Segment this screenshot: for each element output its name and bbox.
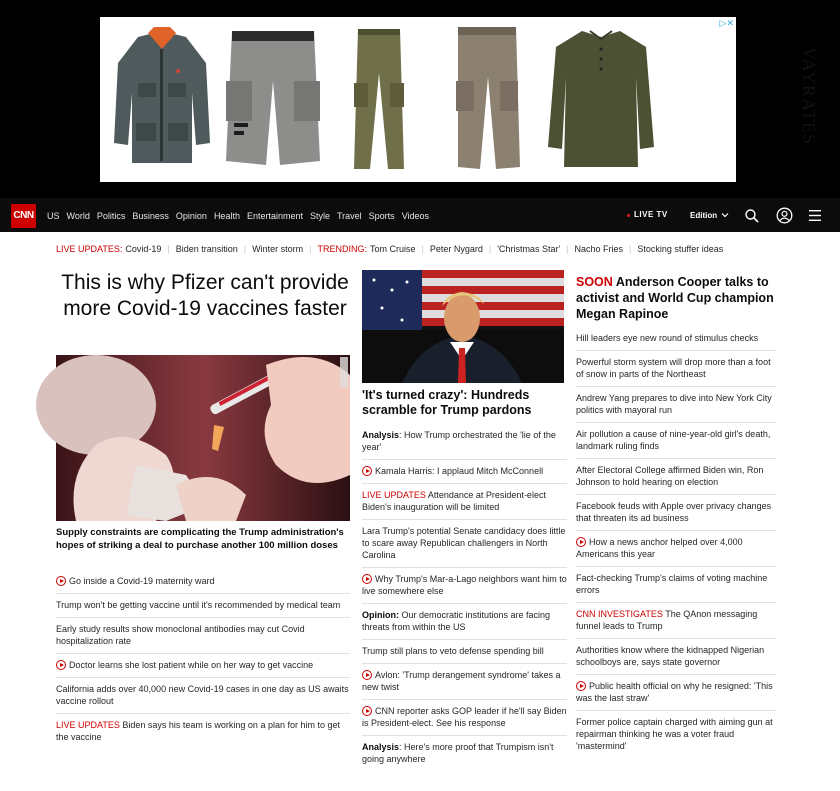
live-tv-link[interactable] bbox=[627, 209, 668, 221]
lead-caption[interactable]: Supply constraints are complicating the Trump administration's hopes of striking a deal to purchase another 100 million doses bbox=[56, 527, 344, 551]
story-item[interactable] bbox=[362, 735, 567, 771]
user-icon[interactable] bbox=[776, 207, 793, 224]
story-item[interactable] bbox=[576, 494, 776, 530]
edition-selector[interactable]: Edition bbox=[690, 211, 718, 220]
story-item[interactable] bbox=[576, 674, 776, 710]
play-icon bbox=[576, 681, 586, 691]
story-item[interactable] bbox=[56, 570, 350, 593]
story-text: The QAnon messaging funnel leads to Trump bbox=[576, 609, 758, 631]
trending-link-christmas-star[interactable]: 'Christmas Star' bbox=[497, 244, 561, 254]
story-text: How a news anchor helped over 4,000 Americans this year bbox=[576, 537, 743, 559]
story-item[interactable] bbox=[362, 603, 567, 639]
analysis-label: Analysis bbox=[362, 742, 400, 752]
story-item[interactable] bbox=[576, 710, 776, 758]
separator: | bbox=[309, 244, 312, 254]
play-icon bbox=[362, 574, 372, 584]
trending-link-nacho-fries[interactable]: Nacho Fries bbox=[574, 244, 624, 254]
story-text: Go inside a Covid-19 maternity ward bbox=[69, 576, 215, 586]
trump-speaking-photo[interactable] bbox=[362, 270, 564, 383]
trending-label: TRENDING: bbox=[317, 244, 367, 254]
trending-bar bbox=[56, 243, 723, 255]
story-item[interactable] bbox=[56, 713, 350, 749]
story-text: California adds over 40,000 new Covid-19 cases in one day as US awaits vaccine rollout bbox=[56, 684, 349, 706]
nav-link-style[interactable]: Style bbox=[309, 211, 330, 221]
separator: | bbox=[629, 244, 632, 254]
play-icon bbox=[56, 576, 66, 586]
separator: | bbox=[243, 244, 247, 254]
story-item[interactable] bbox=[56, 617, 350, 653]
story-text: Air pollution a cause of nine-year-old girl's death, landmark ruling finds bbox=[576, 429, 771, 451]
story-item[interactable] bbox=[576, 530, 776, 566]
opinion-label: Opinion: bbox=[362, 610, 399, 620]
nav-link-sports[interactable]: Sports bbox=[368, 211, 395, 221]
separator: | bbox=[566, 244, 569, 254]
nav-links bbox=[47, 210, 436, 222]
cargo-pants-product-image[interactable] bbox=[348, 23, 410, 173]
story-text: Powerful storm system will drop more than a foot of snow in parts of the Northeast bbox=[576, 357, 771, 379]
middle-story-list bbox=[362, 424, 567, 771]
story-text: Trump won't be getting vaccine until it's recommended by medical team bbox=[56, 600, 341, 610]
story-text: Facebook feuds with Apple over privacy changes that threaten its ad business bbox=[576, 501, 772, 523]
story-text: Early study results show monoclonal antibodies may cut Covid hospitalization rate bbox=[56, 624, 305, 646]
story-text: Authorities know where the kidnapped Nigerian schoolboys are, says state governor bbox=[576, 645, 765, 667]
soon-label: SOON bbox=[576, 275, 613, 289]
lead-headline[interactable]: This is why Pfizer can't provide more Covid-19 vaccines faster bbox=[61, 271, 349, 320]
story-item[interactable] bbox=[56, 653, 350, 677]
story-text: Trump still plans to veto defense spending bill bbox=[362, 646, 544, 656]
story-item[interactable] bbox=[56, 677, 350, 713]
headline-text: Anderson Cooper talks to activist and World Cup champion Megan Rapinoe bbox=[576, 275, 774, 321]
story-text: CNN reporter asks GOP leader if he'll say Biden is President-elect. See his response bbox=[362, 706, 567, 728]
story-item[interactable] bbox=[362, 663, 567, 699]
trending-link-tom-cruise[interactable]: Tom Cruise bbox=[369, 244, 416, 254]
play-icon bbox=[362, 466, 372, 476]
story-text: Why Trump's Mar-a-Lago neighbors want him to live somewhere else bbox=[362, 574, 567, 596]
story-text: Public health official on why he resigned: 'This was the last straw' bbox=[576, 681, 773, 703]
live-updates-label: LIVE UPDATES bbox=[362, 490, 426, 500]
story-text: Andrew Yang prepares to dive into New York City politics with mayoral run bbox=[576, 393, 772, 415]
story-item[interactable] bbox=[576, 327, 776, 350]
story-text: Avlon: 'Trump derangement syndrome' takes a new twist bbox=[362, 670, 561, 692]
chevron-down-icon[interactable] bbox=[721, 211, 729, 219]
nav-link-world[interactable]: World bbox=[66, 211, 90, 221]
left-story-list bbox=[56, 570, 350, 749]
story-text: Kamala Harris: I applaud Mitch McConnell bbox=[375, 466, 544, 476]
story-text: Attendance at President-elect Biden's inauguration will be limited bbox=[362, 490, 546, 512]
story-text: Former police captain charged with aiming gun at repairman thinking he was a voter fraud 'mastermind' bbox=[576, 717, 773, 751]
story-item[interactable] bbox=[362, 699, 567, 735]
story-item[interactable] bbox=[362, 459, 567, 483]
story-text: Biden says his team is working on a plan for him to get the vaccine bbox=[56, 720, 340, 742]
jacket-product-image[interactable] bbox=[108, 23, 216, 173]
trending-link-stocking-stuffers[interactable]: Stocking stuffer ideas bbox=[637, 244, 724, 254]
trending-link-winter-storm[interactable]: Winter storm bbox=[252, 244, 304, 254]
play-icon bbox=[576, 537, 586, 547]
right-story-list bbox=[576, 327, 776, 758]
story-item[interactable] bbox=[576, 602, 776, 638]
play-icon bbox=[362, 706, 372, 716]
vaccine-syringe-photo[interactable] bbox=[56, 355, 350, 521]
story-text: Fact-checking Trump's claims of voting machine errors bbox=[576, 573, 768, 595]
khaki-pants-product-image[interactable] bbox=[450, 21, 526, 173]
story-text: After Electoral College affirmed Biden win, Ron Johnson to hold hearing on election bbox=[576, 465, 764, 487]
story-text: Doctor learns she lost patient while on her way to get vaccine bbox=[69, 660, 314, 670]
story-item[interactable] bbox=[576, 422, 776, 458]
vayrates-logo[interactable] bbox=[782, 47, 819, 179]
story-item[interactable] bbox=[576, 638, 776, 674]
live-updates-label: LIVE UPDATES: bbox=[56, 244, 123, 254]
ad-choices-close-icon[interactable]: ▷✕ bbox=[719, 18, 734, 28]
middle-headline[interactable]: 'It's turned crazy': Hundreds scramble for Trump pardons bbox=[362, 388, 532, 417]
story-text: : Here's more proof that Trumpism isn't going anywhere bbox=[362, 742, 554, 764]
separator: | bbox=[488, 244, 492, 254]
search-icon[interactable] bbox=[744, 208, 760, 224]
nav-link-videos[interactable]: Videos bbox=[401, 211, 430, 221]
nav-link-politics[interactable]: Politics bbox=[96, 211, 126, 221]
nav-link-health[interactable]: Health bbox=[213, 211, 240, 221]
story-item[interactable] bbox=[362, 424, 567, 459]
trending-link-peter-nygard[interactable]: Peter Nygard bbox=[429, 244, 483, 254]
trending-link-covid[interactable]: Covid-19 bbox=[125, 244, 162, 254]
svg-text:VAYRATES: VAYRATES bbox=[799, 47, 819, 146]
story-text: : How Trump orchestrated the 'lie of the year' bbox=[362, 430, 556, 452]
nav-link-entertainment[interactable]: Entertainment bbox=[246, 211, 303, 221]
story-text: Hill leaders eye new round of stimulus checks bbox=[576, 333, 759, 343]
story-item[interactable] bbox=[362, 567, 567, 603]
separator: | bbox=[421, 244, 424, 254]
story-item[interactable] bbox=[56, 593, 350, 617]
play-icon bbox=[56, 660, 66, 670]
advertisement[interactable] bbox=[100, 17, 819, 182]
nav-link-business[interactable]: Business bbox=[132, 211, 169, 221]
story-item[interactable] bbox=[362, 639, 567, 663]
nav-link-us[interactable]: US bbox=[47, 211, 60, 221]
story-item[interactable] bbox=[576, 386, 776, 422]
separator: | bbox=[167, 244, 170, 254]
nav-link-travel[interactable]: Travel bbox=[337, 211, 362, 221]
story-item[interactable] bbox=[362, 483, 567, 519]
story-item[interactable] bbox=[576, 458, 776, 494]
shorts-product-image[interactable] bbox=[220, 21, 326, 169]
live-tv-label: LIVE TV bbox=[634, 210, 668, 219]
analysis-label: Analysis bbox=[362, 430, 400, 440]
story-item[interactable] bbox=[362, 519, 567, 567]
play-icon bbox=[362, 670, 372, 680]
live-updates-label: LIVE UPDATES bbox=[56, 720, 120, 730]
right-headline[interactable] bbox=[576, 274, 776, 322]
menu-icon[interactable] bbox=[808, 209, 822, 222]
story-item[interactable] bbox=[576, 566, 776, 602]
story-text: Our democratic institutions are facing threats from within the US bbox=[362, 610, 551, 632]
nav-link-opinion[interactable]: Opinion bbox=[175, 211, 207, 221]
cnn-investigates-label: CNN INVESTIGATES bbox=[576, 609, 663, 619]
henley-shirt-product-image[interactable] bbox=[546, 27, 656, 171]
cnn-logo[interactable]: CNN bbox=[11, 204, 36, 228]
story-text: Lara Trump's potential Senate candidacy does little to scare away Republican challengers in North Carolina bbox=[362, 526, 566, 560]
live-indicator-dot bbox=[627, 214, 630, 217]
trending-link-biden-transition[interactable]: Biden transition bbox=[175, 244, 238, 254]
story-item[interactable] bbox=[576, 350, 776, 386]
